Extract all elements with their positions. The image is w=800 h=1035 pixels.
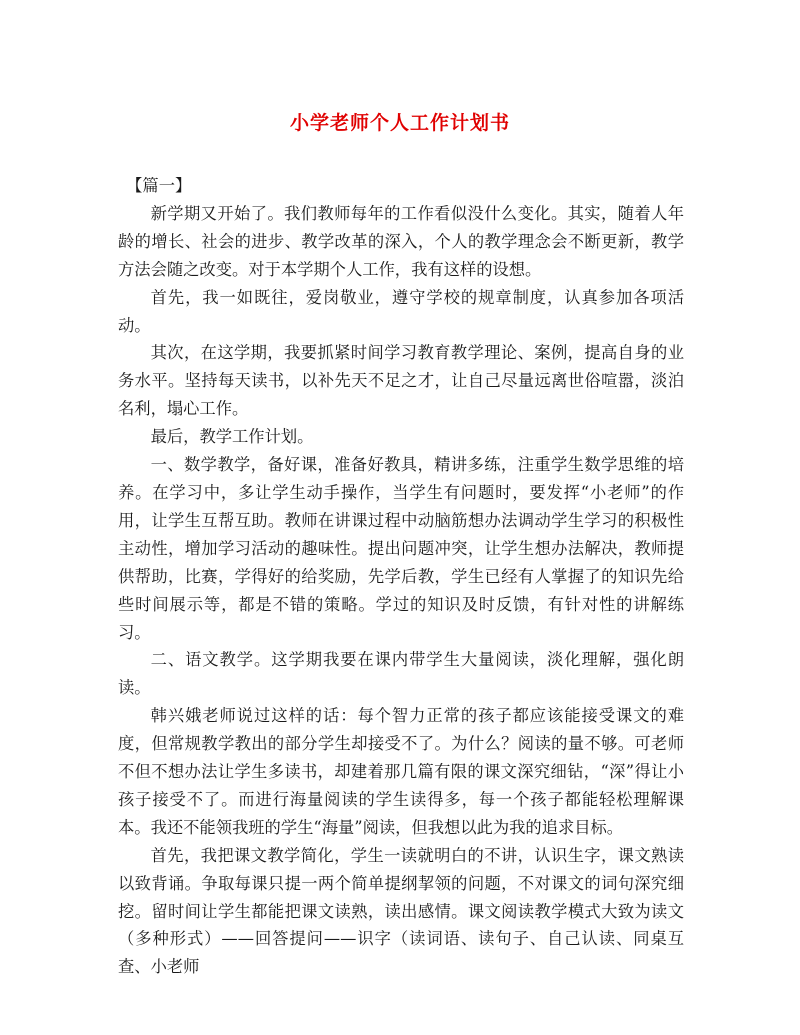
paragraph-last: 最后，教学工作计划。: [150, 427, 314, 447]
paragraph-first: 首先，我一如既往，爱岗敬业，遵守学校的规章制度，认真参加各项活动。: [118, 287, 684, 335]
paragraph-chinese: 二、语文教学。这学期我要在课内带学生大量阅读，淡化理解，强化朗读。: [118, 650, 684, 698]
paragraph-method: 首先，我把课文教学简化，学生一读就明白的不讲，认识生字，课文熟读以致背诵。争取每课只提一两个简单提纲挈领的问题，不对课文的词句深究细挖。留时间让学生都能把课文读熟，读出感情。课文阅读教学模式大致为读文（多种形式）——回答提问——识字（读词语、读句子、自己认读、同桌互查、小老师: [118, 845, 684, 977]
section-label: 【篇一】: [126, 176, 192, 195]
paragraph-second: 其次，在这学期，我要抓紧时间学习教育教学理论、案例，提高自身的业务水平。坚持每天读书，以补先天不足之才，让自己尽量远离世俗喧嚣，淡泊名利，塌心工作。: [118, 343, 684, 419]
paragraph-math: 一、数学教学，备好课，准备好教具，精讲多练，注重学生数学思维的培养。在学习中，多让学生动手操作，当学生有问题时，要发挥“小老师”的作用，让学生互帮互助。教师在讲课过程中动脑筋想办法调动学生学习的积极性主动性，增加学习活动的趣味性。提出问题冲突，让学生想办法解决，教师提供帮助，比赛，学得好的给奖励，先学后教，学生已经有人掌握了的知识先给些时间展示等，都是不错的策略。学过的知识及时反馈，有针对性的讲解练习。: [118, 455, 684, 642]
document-body: [118, 172, 684, 981]
document-title: 小学老师个人工作计划书: [289, 112, 510, 134]
paragraph-intro: 新学期又开始了。我们教师每年的工作看似没什么变化。其实，随着人年龄的增长、社会的进步、教学改革的深入，个人的教学理念会不断更新，教学方法会随之改变。对于本学期个人工作，我有这样的设想。: [118, 203, 684, 279]
paragraph-quote: 韩兴娥老师说过这样的话：每个智力正常的孩子都应该能接受课文的难度，但常规教学教出的部分学生却接受不了。为什么？阅读的量不够。可老师不但不想办法让学生多读书，却建着那几篇有限的课文深究细钻，“深”得让小孩子接受不了。而进行海量阅读的学生读得多，每一个孩子都能轻松理解课本。我还不能领我班的学生“海量”阅读，但我想以此为我的追求目标。: [118, 706, 684, 837]
